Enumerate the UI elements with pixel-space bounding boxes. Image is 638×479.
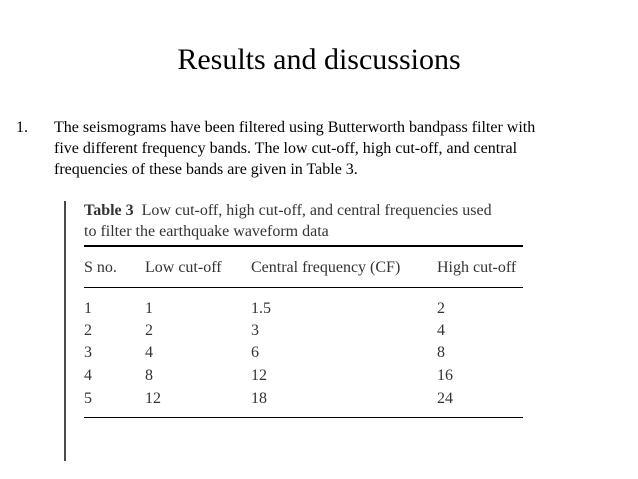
table-cell: 18 — [251, 390, 267, 407]
table-cell: 12 — [251, 367, 267, 384]
bullet-line: The seismograms have been filtered using Butterworth bandpass filter with — [54, 119, 536, 136]
table-cell: 6 — [251, 344, 259, 361]
table-caption — [84, 200, 544, 242]
table-cell: 4 — [437, 322, 445, 339]
table-header-rule — [84, 287, 523, 288]
slide-title: Results and discussions — [177, 43, 461, 76]
table-cell: 8 — [145, 367, 153, 384]
table-image-left-border — [64, 201, 66, 461]
table-cell: 5 — [84, 390, 92, 407]
table-header-cell: High cut-off — [437, 259, 517, 276]
caption-line-1 — [84, 200, 544, 221]
table-cell: 12 — [145, 390, 161, 407]
table-cell: 3 — [251, 322, 259, 339]
caption-label: Table 3 — [84, 202, 134, 219]
table-top-rule — [84, 245, 523, 247]
table-cell: 2 — [437, 300, 445, 317]
table-header-cell: S no. — [84, 259, 117, 276]
table-cell: 1.5 — [251, 300, 271, 317]
bullet-line: five different frequency bands. The low cut-off, high cut-off, and central — [54, 140, 518, 157]
caption-line-2: to filter the earthquake waveform data — [84, 223, 329, 240]
bullet-line: frequencies of these bands are given in Table 3. — [54, 161, 358, 178]
table-header-cell: Low cut-off — [145, 259, 222, 276]
table-cell: 4 — [145, 344, 153, 361]
table-cell: 16 — [437, 367, 453, 384]
table-cell: 2 — [145, 322, 153, 339]
table-cell: 24 — [437, 390, 453, 407]
table-header-cell: Central frequency (CF) — [251, 259, 401, 276]
table-cell: 1 — [145, 300, 153, 317]
table-cell: 8 — [437, 344, 445, 361]
table-cell: 3 — [84, 344, 92, 361]
table-cell: 2 — [84, 322, 92, 339]
table-bottom-rule — [84, 417, 523, 418]
bullet-text — [54, 117, 614, 180]
bullet-number: 1. — [16, 119, 28, 136]
caption-text: Low cut-off, high cut-off, and central frequencies used — [141, 202, 492, 219]
table-cell: 1 — [84, 300, 92, 317]
table-cell: 4 — [84, 367, 92, 384]
